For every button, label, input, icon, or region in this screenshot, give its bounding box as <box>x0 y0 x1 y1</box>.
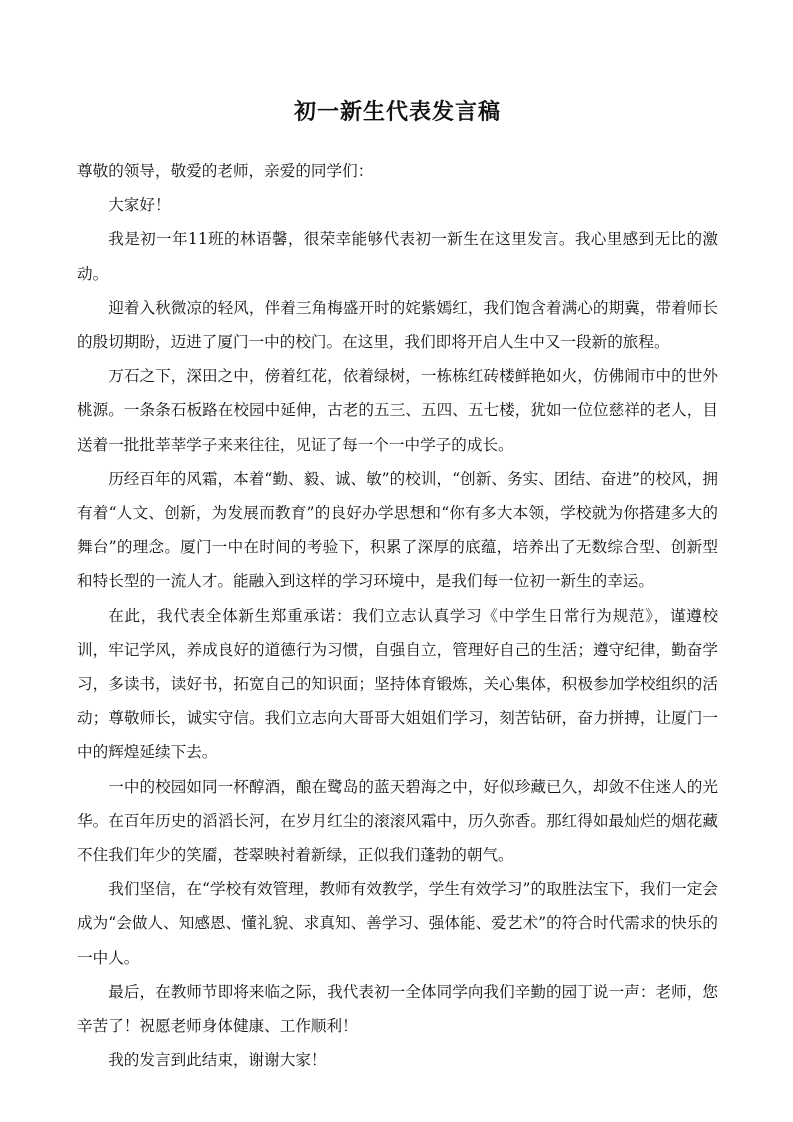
salutation: 尊敬的领导，敬爱的老师，亲爱的同学们： <box>77 162 374 180</box>
paragraph: 历经百年的风霜，本着“勤、毅、诚、敏”的校训，“创新、务实、团结、奋进”的校风，拥有着“人文、创新，为发展而教育”的良好办学思想和“你有多大本领，学校就为你搭建多大的舞台”的理念。厦门一中在时间的考验下，积累了深厚的底蕴，培养出了无数综合型、创新型和特长型的一流人才。能融入到这样的学习环境中，是我们每一位初一新生的幸运。 <box>77 469 718 591</box>
paragraph: 我们坚信，在“学校有效管理，教师有效教学，学生有效学习”的取胜法宝下，我们一定会成为“会做人、知感恩、懂礼貌、求真知、善学习、强体能、爱艺术”的符合时代需求的快乐的一中人。 <box>77 880 718 967</box>
paragraph: 在此，我代表全体新生郑重承诺：我们立志认真学习《中学生日常行为规范》，谨遵校训，牢记学风，养成良好的道德行为习惯，自强自立，管理好自己的生活；遵守纪律，勤奋学习，多读书，读好书，拓宽自己的知识面；坚持体育锻炼，关心集体，积极参加学校组织的活动；尊敬师长，诚实守信。我们立志向大哥哥大姐姐们学习，刻苦钻研，奋力拼搏，让厦门一中的辉煌延续下去。 <box>77 606 718 762</box>
document-title: 初一新生代表发言稿 <box>293 99 501 125</box>
paragraph: 大家好！ <box>108 196 171 215</box>
closing-paragraph: 我的发言到此结束，谢谢大家！ <box>108 1051 327 1070</box>
paragraph: 我是初一年11班的林语馨，很荣幸能够代表初一新生在这里发言。我心里感到无比的激动。 <box>77 230 718 283</box>
paragraph: 最后，在教师节即将来临之际，我代表初一全体同学向我们辛勤的园丁说一声：老师，您辛苦了！祝愿老师身体健康、工作顺利！ <box>77 982 718 1036</box>
paragraph: 万石之下，深田之中，傍着红花，依着绿树，一栋栋红砖楼鲜艳如火，仿佛闹市中的世外桃源。一条条石板路在校园中延伸，古老的五三、五四、五七楼，犹如一位位慈祥的老人，目送着一批批莘莘学子来来往往，见证了每一个一中学子的成长。 <box>77 367 718 454</box>
paragraph: 迎着入秋微凉的轻风，伴着三角梅盛开时的姹紫嫣红，我们饱含着满心的期冀，带着师长的殷切期盼，迈进了厦门一中的校门。在这里，我们即将开启人生中又一段新的旅程。 <box>77 298 718 352</box>
document-page <box>77 92 718 1077</box>
paragraph: 一中的校园如同一杯醇酒，酿在鹭岛的蓝天碧海之中，好似珍藏已久，却敛不住迷人的光华。在百年历史的滔滔长河，在岁月红尘的滚滚风霜中，历久弥香。那红得如最灿烂的烟花藏不住我们年少的笑靥，苍翠映衬着新绿，正似我们蓬勃的朝气。 <box>77 777 718 865</box>
